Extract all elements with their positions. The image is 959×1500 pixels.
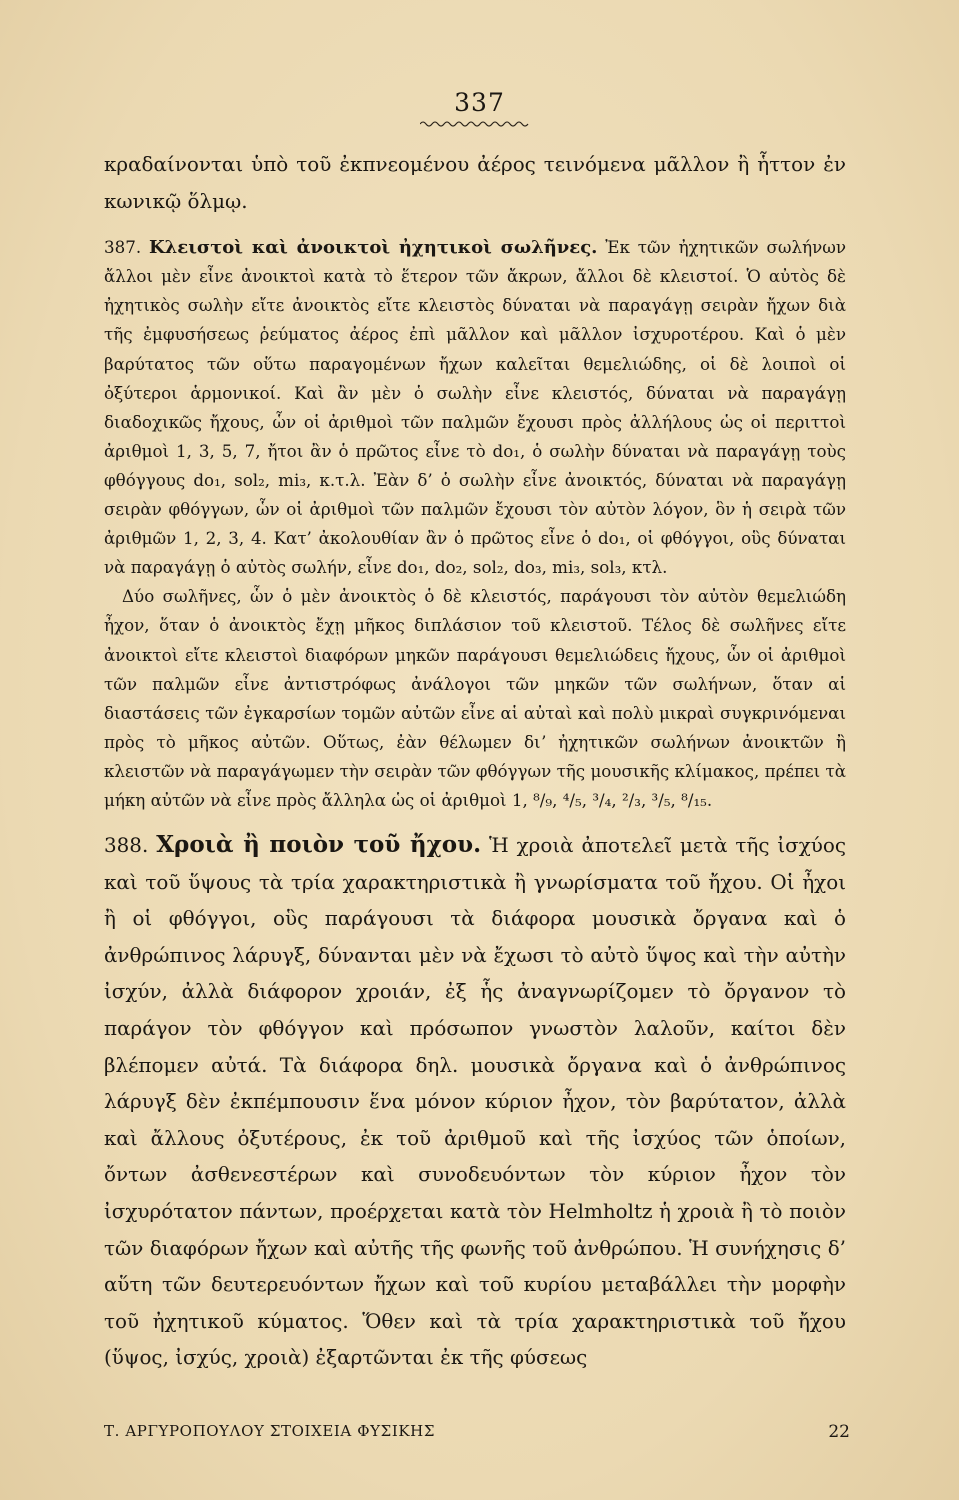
page-body <box>104 147 846 1377</box>
section-388-body: Ἡ χροιὰ ἀποτελεῖ μετὰ τῆς ἰσχύος καὶ τοῦ ὕψους τὰ τρία χαρακτηριστικὰ ἢ γνωρίσματα τοῦ ἤχου. Οἱ ἦχοι ἢ οἱ φθόγγοι, οὓς παράγουσι τὰ διάφορα μουσικὰ ὄργανα καὶ ὁ ἀνθρώπινος λάρυγξ, δύνανται μὲν νὰ ἔχωσι τὸ αὐτὸ ὕψος καὶ τὴν αὐτὴν ἰσχύν, ἀλλὰ διάφορον χροιάν, ἐξ ἧς ἀναγνωρίζομεν τὸ ὄργανον τὸ παράγον τὸν φθόγγον καὶ πρόσωπον γνωστὸν λαλοῦν, καίτοι δὲν βλέπομεν αὐτά. Τὰ διάφορα δηλ. μουσικὰ ὄργανα καὶ ὁ ἀνθρώπινος λάρυγξ δὲν ἐκπέμπουσιν ἕνα μόνον κύριον ἦχον, τὸν βαρύτατον, ἀλλὰ καὶ ἄλλους ὀξυτέρους, ἐκ τοῦ ἀριθμοῦ καὶ τῆς ἰσχύος τῶν ὁποίων, ὄντων ἀσθενεστέρων καὶ συνοδευόντων τὸν κύριον ἦχον τὸν ἰσχυρότατον πάντων, προέρχεται κατὰ τὸν Helmholtz ἡ χροιὰ ἢ τὸ ποιὸν τῶν διαφόρων ἤχων καὶ αὐτῆς τῆς φωνῆς τοῦ ἀνθρώπου. Ἡ συνήχησις δ’ αὕτη τῶν δευτερευόντων ἤχων καὶ τοῦ κυρίου μεταβάλλει τὴν μορφὴν τοῦ ἠχητικοῦ κύματος. Ὅθεν καὶ τὰ τρία χαρακτηριστικὰ τοῦ ἤχου (ὕψος, ἰσχύς, χροιὰ) ἐξαρτῶνται ἐκ τῆς φύσεως <box>104 834 847 1370</box>
section-387-paragraph-2: Δύο σωλῆνες, ὧν ὁ μὲν ἀνοικτὸς ὁ δὲ κλειστός, παράγουσι τὸν αὐτὸν θεμελιώδη ἦχον, ὅταν ὁ ἀνοικτὸς ἔχῃ μῆκος διπλάσιον τοῦ κλειστοῦ. Τέλος δὲ σωλῆνες εἴτε ἀνοικτοὶ εἴτε κλειστοὶ διαφόρων μηκῶν παράγουσι θεμελιώδεις ἤχους, ὧν οἱ ἀριθμοὶ τῶν παλμῶν εἶνε ἀντιστρόφως ἀνάλογοι τῶν μηκῶν τῶν σωλήνων, ὅταν αἱ διαστάσεις τῶν ἐγκαρσίων τομῶν αὐτῶν εἶνε αἱ αὐταὶ καὶ πολὺ μικραὶ συγκρινόμεναι πρὸς τὸ μῆκος αὐτῶν. Οὕτως, ἐὰν θέλωμεν διʼ ἠχητικῶν σωλήνων ἀνοικτῶν ἢ κλειστῶν νὰ παραγάγωμεν τὴν σειρὰν τῶν φθόγγων τῆς μουσικῆς κλίμακος, πρέπει τὰ μήκη αὐτῶν νὰ εἶνε πρὸς ἄλληλα ὡς οἱ ἀριθμοὶ 1, ⁸/₉, ⁴/₅, ³/₄, ²/₃, ³/₅, ⁸/₁₅. <box>104 586 846 810</box>
wavy-rule-ornament <box>420 120 530 128</box>
section-388-number: 388. <box>104 834 149 858</box>
section-388-heading: Χροιὰ ἢ ποιὸν τοῦ ἤχου. <box>156 831 482 859</box>
section-387-body: Ἐκ τῶν ἠχητικῶν σωλήνων ἄλλοι μὲν εἶνε ἀνοικτοὶ κατὰ τὸ ἕτερον τῶν ἄκρων, ἄλλοι δὲ κλειστοί. Ὁ αὐτὸς δὲ ἠχητικὸς σωλὴν εἴτε ἀνοικτὸς εἴτε κλειστὸς δύναται νὰ παραγάγῃ σειρὰν ἤχων διὰ τῆς ἐμφυσήσεως ῥεύματος ἀέρος ἐπὶ μᾶλλον καὶ μᾶλλον ἰσχυροτέρου. Καὶ ὁ μὲν βαρύτατος τῶν οὕτω παραγομένων ἤχων καλεῖται θεμελιώδης, οἱ δὲ λοιποὶ οἱ ὀξύτεροι ἁρμονικοί. Καὶ ἂν μὲν ὁ σωλὴν εἶνε κλειστός, δύναται νὰ παραγάγῃ διαδοχικῶς ἤχους, ὧν οἱ ἀριθμοὶ τῶν παλμῶν ἔχουσι πρὸς ἀλλήλους ὡς οἱ περιττοὶ ἀριθμοὶ 1, 3, 5, 7, ἤτοι ἂν ὁ πρῶτος εἶνε τὸ do₁, ὁ σωλὴν δύναται νὰ παραγάγῃ τοὺς φθόγγους do₁, sol₂, mi₃, κ.τ.λ. Ἐὰν δ’ ὁ σωλὴν εἶνε ἀνοικτός, δύναται νὰ παραγάγῃ σειρὰν φθόγγων, ὧν οἱ ἀριθμοὶ τῶν παλμῶν ἔχουσι τὸν αὐτὸν λόγον, ὃν ἡ σειρὰ τῶν ἀριθμῶν 1, 2, 3, 4. Κατ’ ἀκολουθίαν ἂν ὁ πρῶτος εἶνε ὁ do₁, οἱ φθόγγοι, οὓς δύναται νὰ παραγάγῃ ὁ αὐτὸς σωλήν, εἶνε do₁, do₂, sol₂, do₃, mi₃, sol₃, κτλ. <box>104 237 846 578</box>
section-387 <box>104 233 846 582</box>
signature-mark: 22 <box>828 1422 850 1442</box>
footer-title: Τ. ΑΡΓΥΡΟΠΟΥΛΟΥ ΣΤΟΙΧΕΙΑ ΦΥΣΙΚΗΣ <box>104 1422 436 1440</box>
page-number: 337 <box>454 88 505 117</box>
section-387-number: 387. <box>104 237 142 258</box>
section-388 <box>104 827 846 1377</box>
continuation-paragraph: κραδαίνονται ὑπὸ τοῦ ἐκπνεομένου ἀέρος τεινόμενα μᾶλλον ἢ ἧττον ἐν κωνικῷ ὅλμῳ. <box>104 153 846 213</box>
section-387-heading: Κλειστοὶ καὶ ἀνοικτοὶ ἠχητικοὶ σωλῆνες. <box>149 237 598 259</box>
